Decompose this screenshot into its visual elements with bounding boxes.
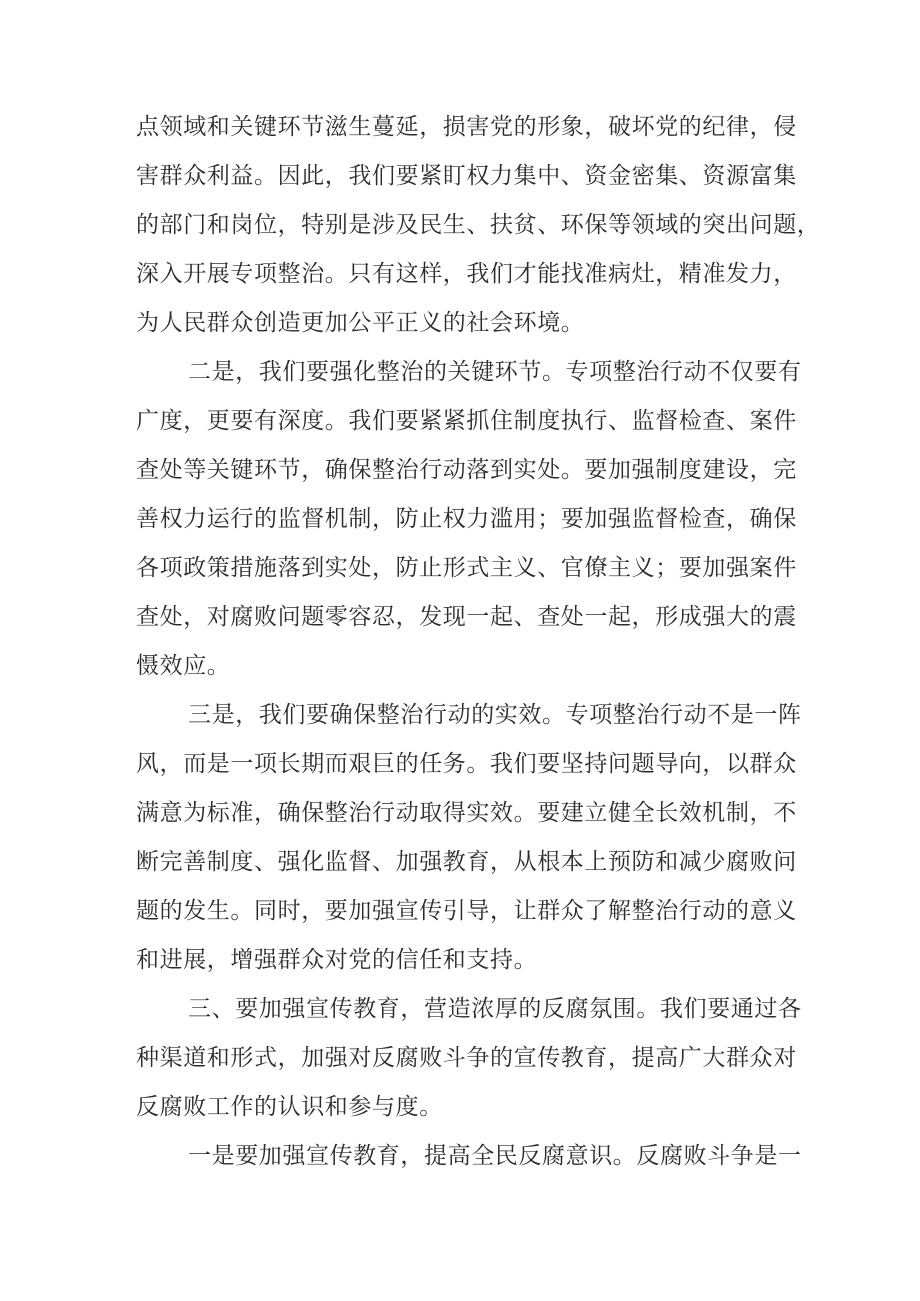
- text-line: 风，而是一项长期而艰巨的任务。我们要坚持问题导向，以群众: [136, 751, 797, 777]
- text-line: 慑效应。: [136, 653, 231, 679]
- text-line: 各项政策措施落到实处，防止形式主义、官僚主义；要加强案件: [136, 555, 797, 581]
- text-line: 三、要加强宣传教育，营造浓厚的反腐氛围。我们要通过各: [188, 996, 802, 1022]
- text-line: 害群众利益。因此，我们要紧盯权力集中、资金密集、资源富集: [136, 163, 797, 189]
- text-line: 二是，我们要强化整治的关键环节。专项整治行动不仅要有: [188, 359, 802, 385]
- paragraph: [136, 1132, 802, 1181]
- paragraph: [136, 348, 802, 691]
- paragraph: [136, 985, 802, 1132]
- text-line: 种渠道和形式，加强对反腐败斗争的宣传教育，提高广大群众对: [136, 1045, 797, 1071]
- text-line: 反腐败工作的认识和参与度。: [136, 1094, 443, 1120]
- text-line: 善权力运行的监督机制，防止权力滥用；要加强监督检查，确保: [136, 506, 797, 532]
- text-line: 三是，我们要确保整治行动的实效。专项整治行动不是一阵: [188, 702, 802, 728]
- text-line: 一是要加强宣传教育，提高全民反腐意识。反腐败斗争是一: [188, 1143, 802, 1169]
- text-line: 的部门和岗位，特别是涉及民生、扶贫、环保等领域的突出问题，: [136, 212, 821, 238]
- paragraph: [136, 103, 821, 348]
- text-line: 断完善制度、强化监督、加强教育，从根本上预防和减少腐败问: [136, 849, 797, 875]
- text-line: 满意为标准，确保整治行动取得实效。要建立健全长效机制，不: [136, 800, 797, 826]
- paragraph: [136, 691, 802, 985]
- text-line: 广度，更要有深度。我们要紧紧抓住制度执行、监督检查、案件: [136, 408, 797, 434]
- text-line: 点领域和关键环节滋生蔓延，损害党的形象，破坏党的纪律，侵: [136, 114, 797, 140]
- text-line: 和进展，增强群众对党的信任和支持。: [136, 947, 538, 973]
- text-line: 题的发生。同时，要加强宣传引导，让群众了解整治行动的意义: [136, 898, 797, 924]
- text-line: 深入开展专项整治。只有这样，我们才能找准病灶，精准发力，: [136, 261, 797, 287]
- text-line: 查处，对腐败问题零容忍，发现一起、查处一起，形成强大的震: [136, 604, 797, 630]
- document-body: [136, 103, 821, 1181]
- text-line: 为人民群众创造更加公平正义的社会环境。: [136, 310, 585, 336]
- text-line: 查处等关键环节，确保整治行动落到实处。要加强制度建设，完: [136, 457, 797, 483]
